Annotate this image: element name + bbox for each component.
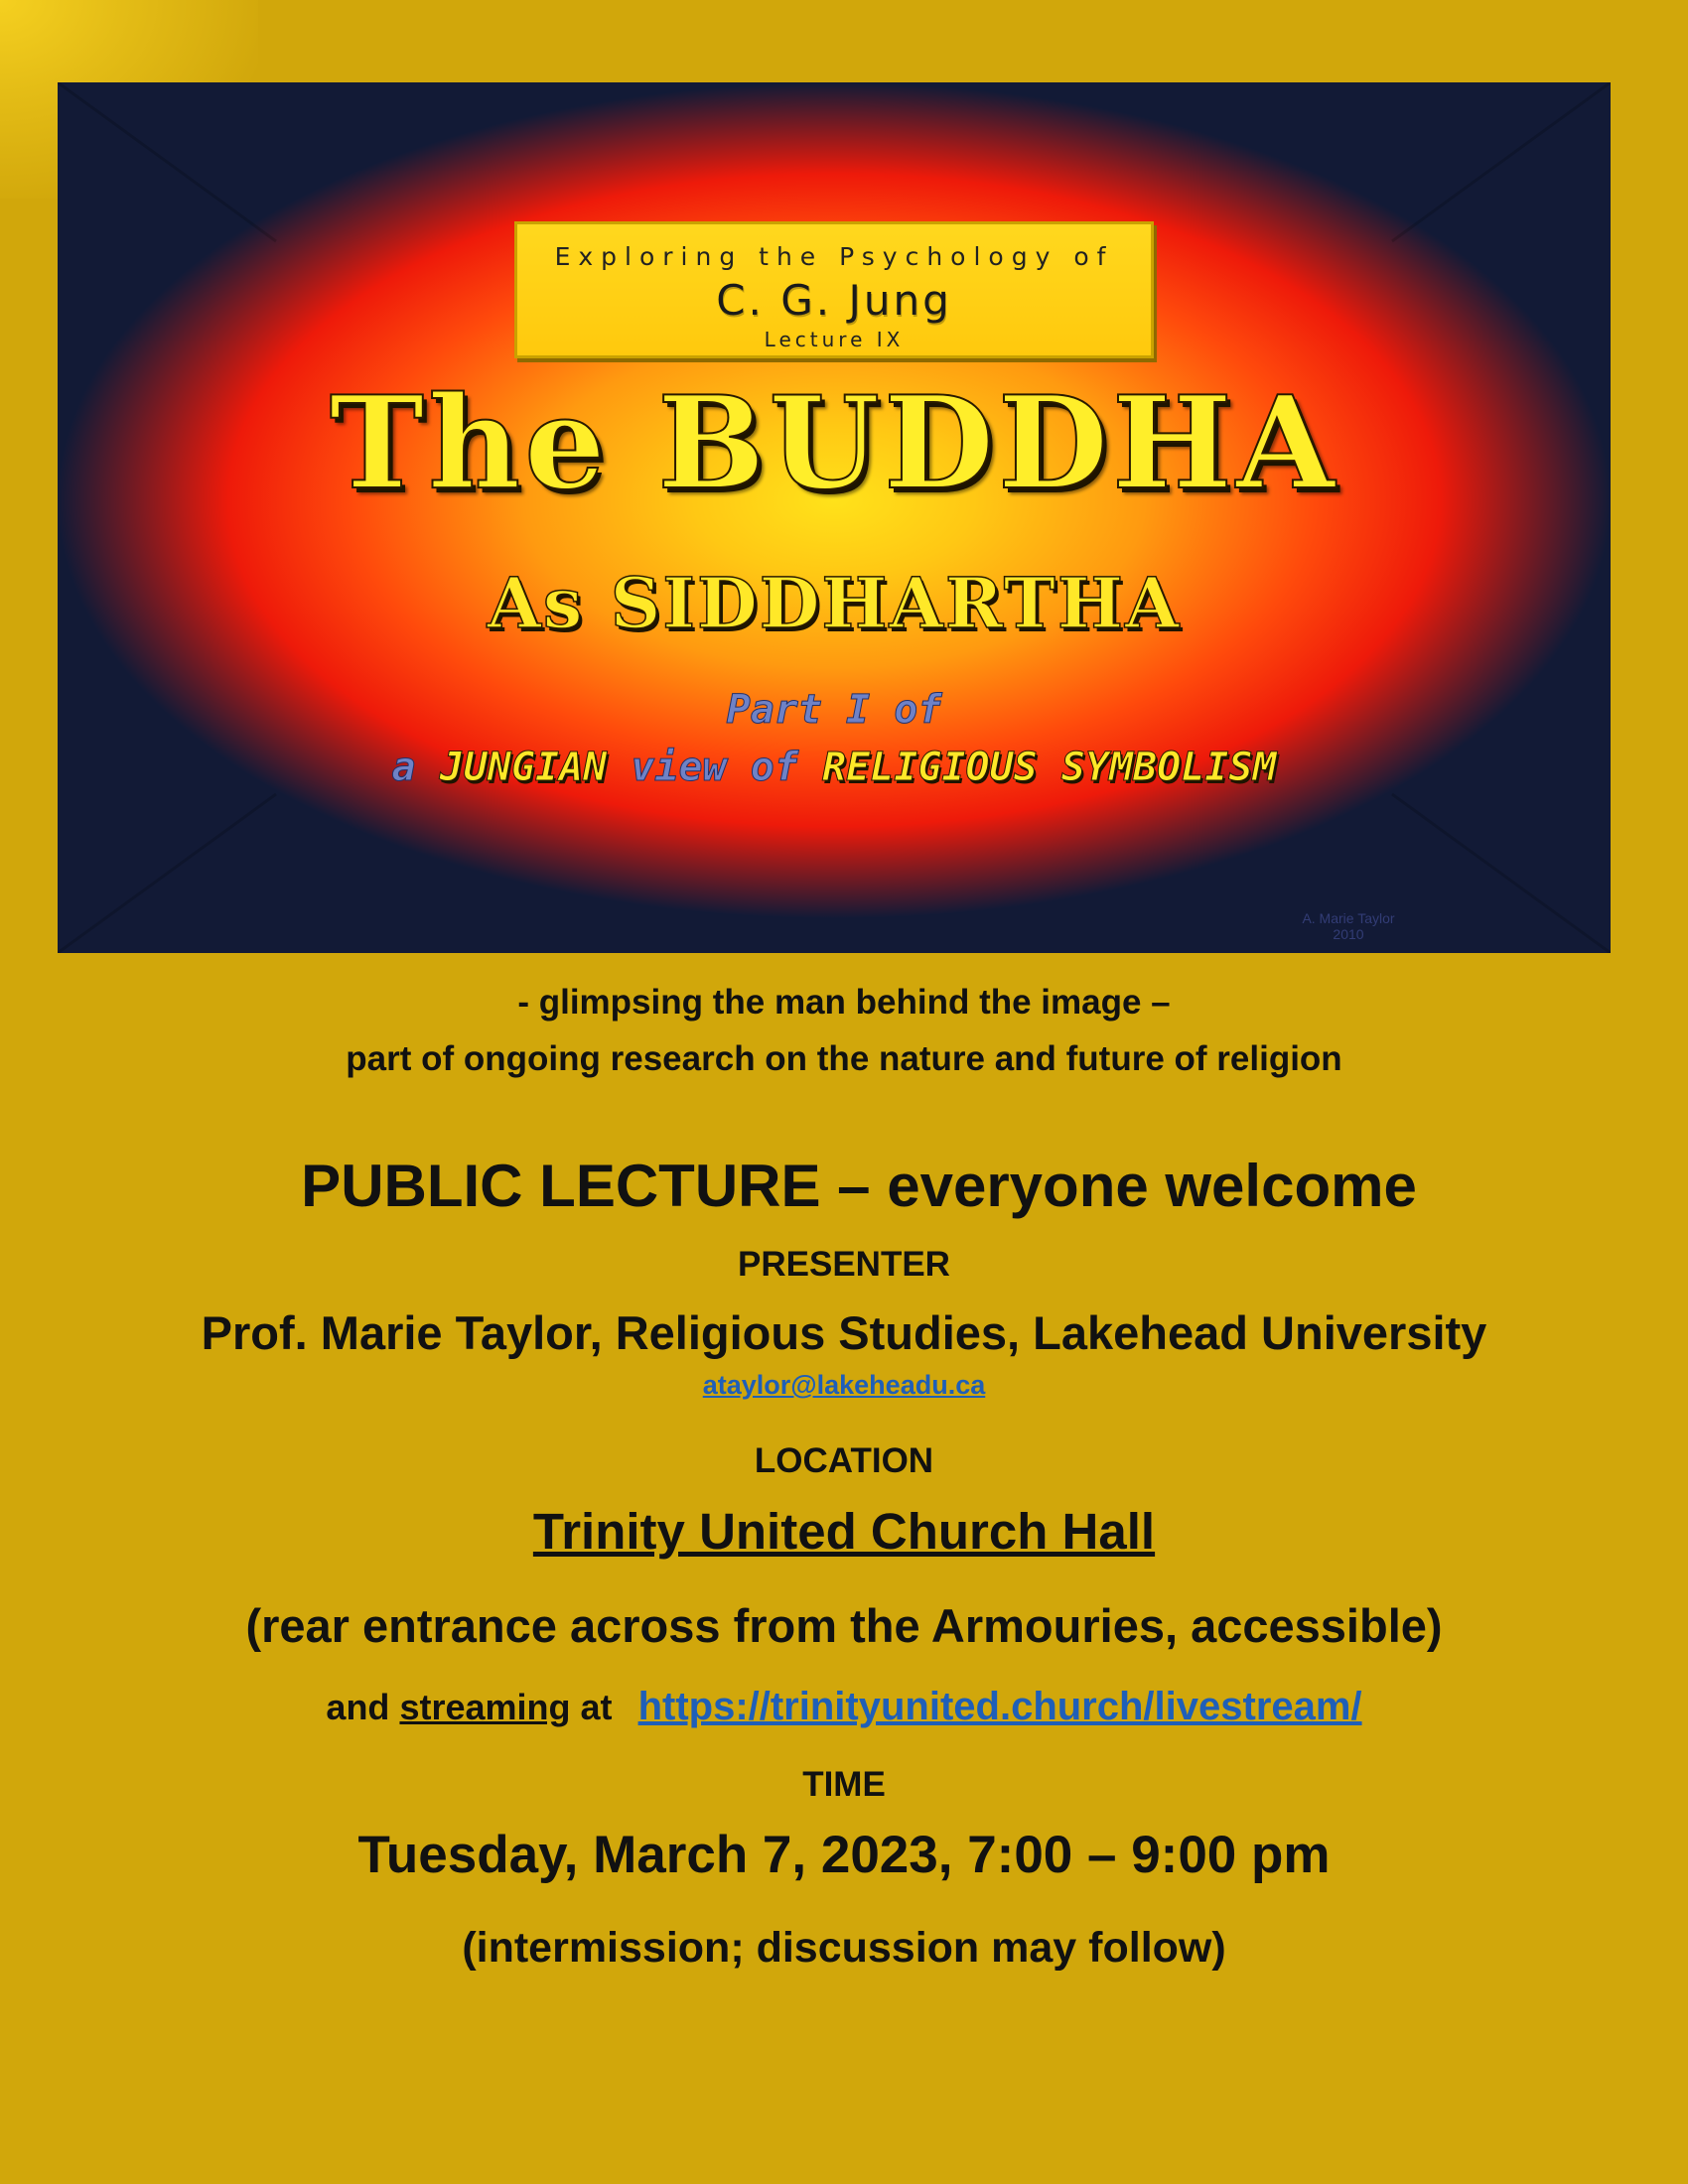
series-word-view: view [631, 745, 727, 790]
series-title-box [514, 221, 1154, 358]
signature-name: A. Marie Taylor [1302, 910, 1395, 926]
event-note: (intermission; discussion may follow) [462, 1924, 1226, 1972]
series-word-a: a [391, 745, 416, 790]
streaming-word: streaming [399, 1687, 571, 1727]
location-label: LOCATION [754, 1441, 934, 1480]
venue-directions: (rear entrance across from the Armouries, accessible) [245, 1599, 1443, 1652]
lecture-banner [58, 82, 1611, 953]
presenter-email [0, 1370, 1688, 1401]
event-datetime: Tuesday, March 7, 2023, 7:00 – 9:00 pm [357, 1826, 1331, 1884]
venue-name: Trinity United Church Hall [532, 1503, 1156, 1560]
banner-subtitle: As SIDDHARTHA [487, 562, 1182, 644]
streaming-at: at [580, 1687, 613, 1727]
livestream-link[interactable]: https://trinityunited.church/livestream/ [637, 1685, 1362, 1728]
part-label: Part I of [726, 687, 942, 733]
lecture-number: Lecture IX [764, 328, 905, 351]
series-word-of: of [750, 745, 798, 790]
series-word-jungian: JUNGIAN [439, 745, 608, 790]
series-heading: Exploring the Psychology of [554, 242, 1114, 271]
banner-title: The BUDDHA [329, 369, 1339, 518]
tagline-2: part of ongoing research on the nature and future of religion [346, 1039, 1342, 1078]
time-label: TIME [802, 1765, 886, 1804]
presenter-label: PRESENTER [738, 1245, 950, 1284]
public-lecture-heading: PUBLIC LECTURE – everyone welcome [301, 1153, 1417, 1219]
series-word-rest: RELIGIOUS SYMBOLISM [821, 745, 1277, 790]
email-link[interactable]: ataylor@lakeheadu.ca [702, 1370, 986, 1400]
streaming-and: and [326, 1687, 390, 1727]
presenter-name: Prof. Marie Taylor, Religious Studies, Lakehead University [201, 1306, 1487, 1359]
streaming-line [0, 1685, 1688, 1729]
signature-year: 2010 [1333, 926, 1364, 942]
series-name [58, 745, 1611, 790]
artist-signature [1249, 910, 1448, 942]
tagline-1: - glimpsing the man behind the image – [517, 983, 1171, 1022]
series-subject: C. G. Jung [716, 276, 952, 325]
